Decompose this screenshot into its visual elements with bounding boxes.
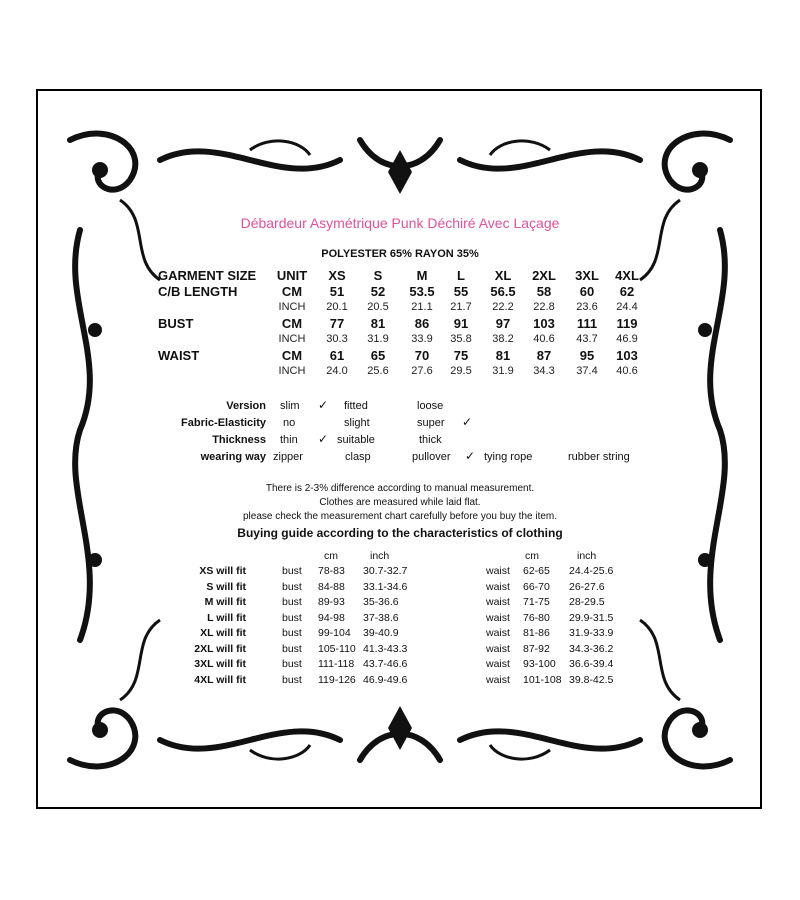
cell-inch: 29.5 (450, 365, 472, 377)
cell-inch: 25.6 (367, 365, 389, 377)
guide-fit-label: 2XL will fit (194, 642, 246, 655)
guide-bust-inch: 35-36.6 (363, 596, 399, 608)
guide-bust-cm: 94-98 (318, 611, 345, 624)
cell-inch: 31.9 (367, 333, 389, 345)
row-unit-inch: INCH (278, 365, 306, 377)
fabric-composition: POLYESTER 65% RAYON 35% (321, 248, 479, 260)
check-icon: ✓ (318, 398, 329, 412)
cell-inch: 37.4 (576, 365, 598, 377)
property-option: super (417, 417, 445, 429)
guide-bust-label: bust (282, 565, 302, 577)
cell-cm: 53.5 (409, 284, 435, 299)
cell-cm: 75 (453, 348, 469, 363)
guide-waist-label: waist (486, 580, 510, 593)
cell-inch: 22.8 (533, 301, 555, 313)
property-label-fabric-elasticity: Fabric-Elasticity (181, 417, 266, 429)
cell-inch: 22.2 (492, 301, 514, 313)
property-option: no (283, 417, 296, 429)
guide-bust-label: bust (282, 580, 302, 593)
row-label-c-b-length: C/B LENGTH (158, 284, 238, 299)
property-option: slim (280, 400, 300, 412)
size-header-s: S (373, 268, 383, 283)
guide-bust-cm: 84-88 (318, 580, 345, 593)
guide-waist-cm-header: cm (525, 550, 539, 562)
row-label-waist: WAIST (158, 348, 200, 363)
guide-fit-label: 3XL will fit (194, 658, 246, 670)
guide-bust-inch: 37-38.6 (363, 611, 399, 624)
guide-waist-inch: 28-29.5 (569, 596, 605, 608)
guide-waist-cm: 71-75 (523, 596, 550, 608)
guide-fit-label: L will fit (207, 611, 246, 624)
guide-bust-inch: 30.7-32.7 (363, 565, 408, 577)
cell-inch: 40.6 (616, 365, 638, 377)
cell-cm: 65 (370, 348, 386, 363)
cell-cm: 77 (329, 316, 345, 331)
cell-inch: 27.6 (411, 365, 433, 377)
guide-bust-inch: 33.1-34.6 (363, 580, 408, 593)
property-option: fitted (344, 400, 368, 412)
cell-cm: 51 (329, 284, 345, 299)
cell-cm: 81 (495, 348, 511, 363)
guide-bust-cm: 99-104 (318, 627, 351, 639)
guide-waist-cm: 101-108 (523, 673, 562, 686)
guide-waist-cm: 66-70 (523, 580, 550, 593)
cell-cm: 55 (453, 284, 469, 299)
cell-inch: 43.7 (576, 333, 598, 345)
guide-waist-label: waist (486, 673, 510, 686)
guide-waist-label: waist (486, 658, 510, 670)
guide-waist-inch: 29.9-31.5 (569, 611, 614, 624)
row-unit-cm: CM (281, 348, 303, 363)
property-option: thin (280, 434, 298, 446)
cell-cm: 61 (329, 348, 345, 363)
property-option: slight (344, 417, 370, 429)
guide-bust-label: bust (282, 673, 302, 686)
guide-bust-inch: 39-40.9 (363, 627, 399, 639)
guide-waist-cm: 93-100 (523, 658, 556, 670)
cell-inch: 23.6 (576, 301, 598, 313)
cell-cm: 97 (495, 316, 511, 331)
size-header-3xl: 3XL (575, 268, 599, 283)
property-label-version: Version (226, 400, 266, 412)
buying-guide-title: Buying guide according to the characteristics of clothing (237, 526, 563, 540)
size-header-xs: XS (328, 268, 346, 283)
guide-bust-cm: 119-126 (318, 673, 356, 686)
cell-cm: 86 (414, 316, 430, 331)
property-label-wearing-way: wearing way (200, 451, 266, 463)
guide-bust-label: bust (282, 658, 302, 670)
guide-bust-cm-header: cm (324, 550, 338, 562)
row-unit-cm: CM (281, 284, 303, 299)
guide-waist-cm: 81-86 (523, 627, 550, 639)
cell-inch: 21.7 (450, 301, 472, 313)
cell-inch: 46.9 (616, 333, 638, 345)
note-check-chart: please check the measurement chart carefully before you buy the item. (242, 511, 558, 522)
guide-bust-label: bust (282, 596, 302, 608)
guide-waist-inch: 36.6-39.4 (569, 658, 614, 670)
cell-cm: 58 (536, 284, 552, 299)
row-unit-inch: INCH (278, 333, 306, 345)
property-label-thickness: Thickness (212, 434, 266, 446)
row-unit-cm: CM (281, 316, 303, 331)
check-icon: ✓ (465, 449, 476, 463)
cell-cm: 62 (619, 284, 635, 299)
property-option: clasp (345, 451, 371, 463)
property-option: thick (419, 434, 442, 446)
cell-inch: 21.1 (411, 301, 433, 313)
cell-cm: 60 (579, 284, 595, 299)
size-header-4xl: 4XL (615, 268, 639, 283)
guide-waist-label: waist (486, 642, 510, 655)
guide-bust-inch: 41.3-43.3 (363, 642, 408, 655)
guide-fit-label: S will fit (206, 580, 246, 593)
size-header-2xl: 2XL (532, 268, 556, 283)
guide-bust-label: bust (282, 611, 302, 624)
cell-inch: 34.3 (533, 365, 555, 377)
guide-waist-label: waist (486, 565, 510, 577)
guide-waist-label: waist (486, 596, 510, 608)
guide-waist-cm: 62-65 (523, 565, 550, 577)
cell-cm: 111 (576, 316, 598, 331)
cell-cm: 81 (370, 316, 386, 331)
guide-bust-cm: 111-118 (318, 658, 355, 670)
unit-header: UNIT (276, 268, 308, 283)
row-label-bust: BUST (158, 316, 194, 331)
guide-waist-inch: 31.9-33.9 (569, 627, 614, 639)
cell-inch: 35.8 (450, 333, 472, 345)
cell-inch: 24.4 (616, 301, 638, 313)
property-option: pullover (412, 451, 451, 463)
cell-inch: 24.0 (326, 365, 348, 377)
guide-fit-label: 4XL will fit (194, 673, 246, 686)
guide-bust-cm: 89-93 (318, 596, 345, 608)
cell-cm: 103 (533, 316, 555, 331)
guide-bust-inch: 43.7-46.6 (363, 658, 408, 670)
cell-inch: 40.6 (533, 333, 555, 345)
cell-inch: 38.2 (492, 333, 514, 345)
cell-cm: 103 (616, 348, 638, 363)
guide-waist-label: waist (486, 627, 510, 639)
guide-waist-inch: 26-27.6 (569, 580, 605, 593)
product-title: Débardeur Asymétrique Punk Déchiré Avec Laçage (240, 215, 560, 231)
guide-bust-label: bust (282, 642, 302, 655)
property-option: tying rope (484, 451, 533, 463)
cell-cm: 87 (536, 348, 552, 363)
guide-waist-cm: 87-92 (523, 642, 550, 655)
size-header-l: L (457, 268, 465, 283)
cell-cm: 56.5 (490, 284, 516, 299)
row-unit-inch: INCH (278, 301, 306, 313)
garment-size-header: GARMENT SIZE (158, 268, 257, 283)
cell-cm: 95 (579, 348, 595, 363)
guide-waist-inch: 34.3-36.2 (569, 642, 614, 655)
note-measurement-diff: There is 2-3% difference according to manual measurement. (265, 483, 535, 494)
guide-fit-label: XL will fit (200, 627, 246, 639)
guide-bust-cm: 105-110 (318, 642, 356, 655)
cell-inch: 20.5 (367, 301, 389, 313)
check-icon: ✓ (318, 432, 329, 446)
chart-frame (36, 89, 762, 809)
guide-fit-label: M will fit (204, 596, 246, 608)
cell-cm: 70 (414, 348, 430, 363)
property-option: suitable (337, 434, 375, 446)
guide-waist-label: waist (486, 611, 510, 624)
cell-inch: 33.9 (411, 333, 433, 345)
guide-waist-inch: 39.8-42.5 (569, 673, 614, 686)
guide-waist-inch-header: inch (577, 550, 597, 562)
check-icon: ✓ (462, 415, 473, 429)
size-header-m: M (416, 268, 428, 283)
cell-cm: 91 (453, 316, 469, 331)
cell-inch: 20.1 (326, 301, 348, 313)
size-header-xl: XL (494, 268, 512, 283)
property-option: loose (417, 400, 444, 412)
note-laid-flat: Clothes are measured while laid flat. (319, 497, 481, 508)
guide-waist-cm: 76-80 (523, 611, 550, 624)
property-option: zipper (273, 451, 303, 463)
property-option: rubber string (568, 451, 630, 463)
cell-cm: 52 (370, 284, 386, 299)
guide-fit-label: XS will fit (199, 565, 246, 577)
guide-bust-inch-header: inch (370, 550, 390, 562)
cell-inch: 31.9 (492, 365, 514, 377)
guide-bust-inch: 46.9-49.6 (363, 673, 408, 686)
cell-inch: 30.3 (326, 333, 348, 345)
cell-cm: 119 (616, 316, 638, 331)
guide-bust-label: bust (282, 627, 302, 639)
guide-bust-cm: 78-83 (318, 565, 345, 577)
guide-waist-inch: 24.4-25.6 (569, 565, 614, 577)
